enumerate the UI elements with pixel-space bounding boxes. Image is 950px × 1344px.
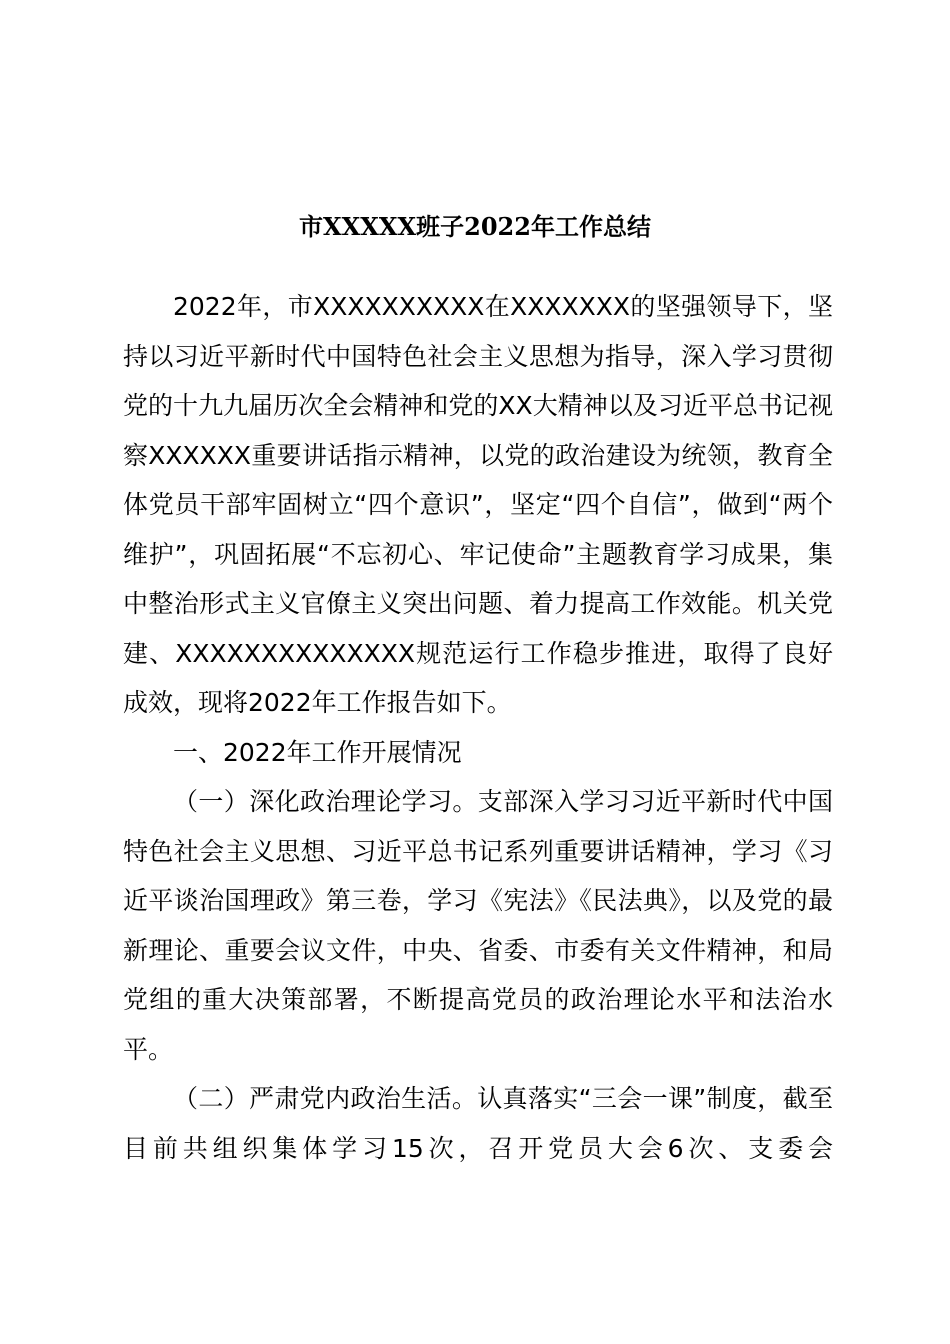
section-paragraph: （二）严肃党内政治生活。认真落实“三会一课”制度，截至目前共组织集体学习15次，召开党员大会6次、支委会 [123,1084,833,1163]
section-paragraph: （一）深化政治理论学习。支部深入学习习近平新时代中国特色社会主义思想、习近平总书记系列重要讲话精神，学习《习近平谈治国理政》第三卷，学习《宪法》《民法典》，以及党的最新理论、重要会议文件，中央、省委、市委有关文件精神，和局党组的重大决策部署，不断提高党员的政治理论水平和法治水平。 [123,787,833,1064]
document-body [123,282,833,1173]
section-heading: 一、2022年工作开展情况 [173,737,462,767]
intro-paragraph: 2022年，市XXXXXXXXXX在XXXXXXX的坚强领导下，坚持以习近平新时代中国特色社会主义思想为指导，深入学习贯彻党的十九九届历次全会精神和党的XX大精神以及习近平总书记视察XXXXXX重要讲话指示精神，以党的政治建设为统领，教育全体党员干部牢固树立“四个意识”，坚定“四个自信”，做到“两个维护”，巩固拓展“不忘初心、牢记使命”主题教育学习成果，集中整治形式主义官僚主义突出问题、着力提高工作效能。机关党建、XXXXXXXXXXXXXX规范运行工作稳步推进，取得了良好成效，现将2022年工作报告如下。 [123,292,833,717]
document-title: 市XXXXX班子2022年工作总结 [299,212,651,241]
